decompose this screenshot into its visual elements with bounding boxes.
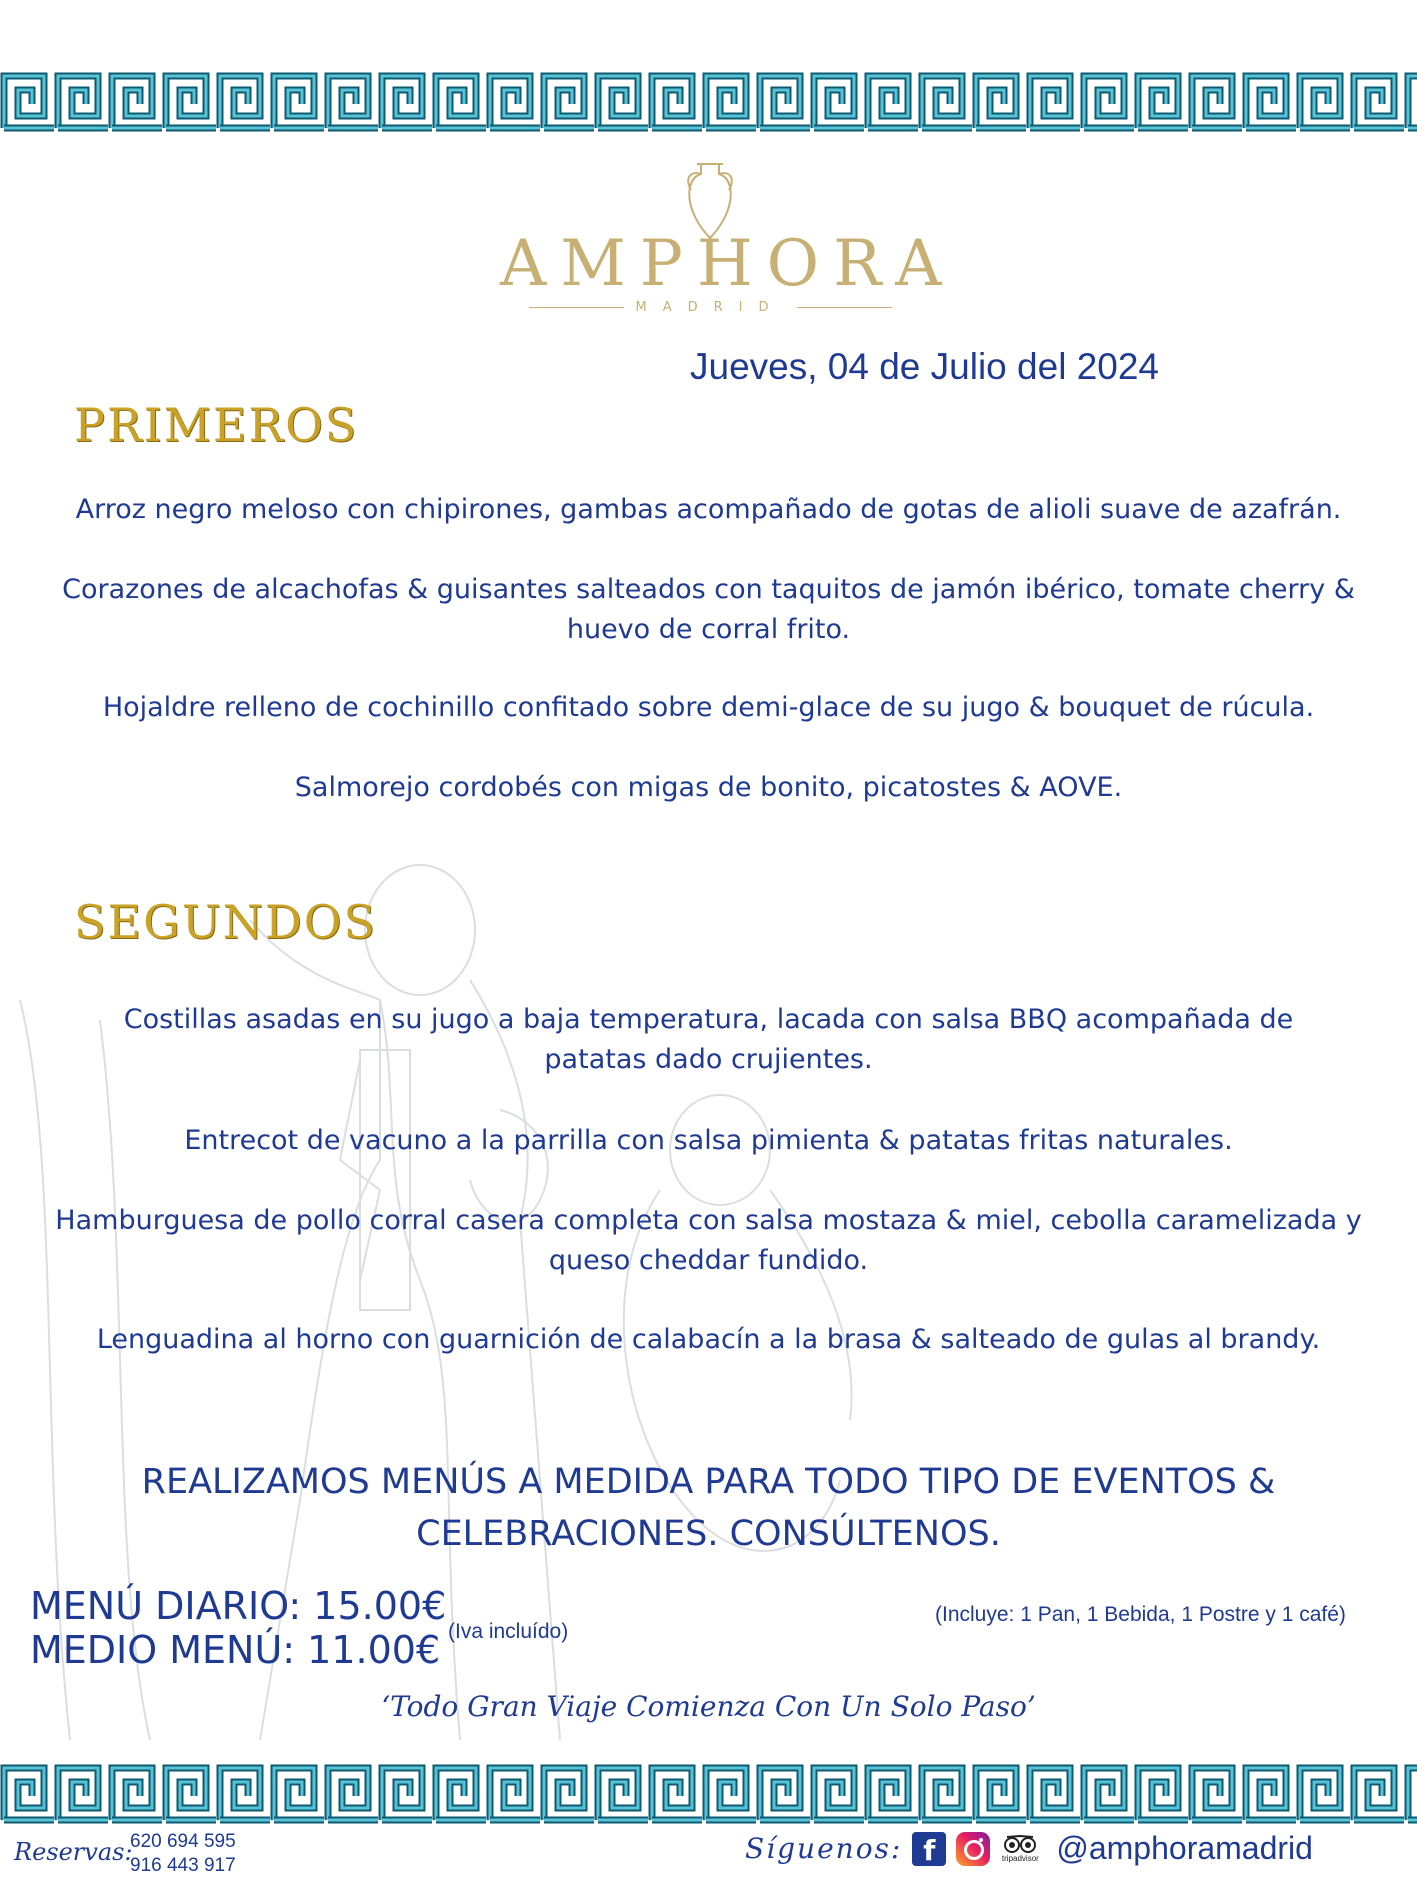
tripadvisor-label: tripadvisor: [1001, 1854, 1039, 1863]
phone-number-1[interactable]: 620 694 595: [130, 1831, 236, 1852]
social-links: [745, 1830, 1313, 1867]
menu-diario-price: MENÚ DIARIO: 15.00€: [30, 1584, 447, 1628]
tripadvisor-owl-icon: [1003, 1834, 1037, 1854]
dish-segundo-2: Entrecot de vacuno a la parrilla con salsa pimienta & patatas fritas naturales.: [184, 1125, 1233, 1156]
dish-primero-4: Salmorejo cordobés con migas de bonito, picatostes & AOVE.: [294, 772, 1123, 803]
dish-segundo-3: Hamburguesa de pollo corral casera completa con salsa mostaza & miel, cebolla caramelizada y queso cheddar fundido.: [55, 1205, 1362, 1276]
menu-date: Jueves, 04 de Julio del 2024: [690, 346, 1160, 387]
instagram-icon[interactable]: [956, 1832, 990, 1866]
dish-primero-2: Corazones de alcachofas & guisantes salteados con taquitos de jamón ibérico, tomate cherry & huevo de corral frito.: [62, 574, 1355, 645]
reservas-phones: [130, 1830, 236, 1878]
dish-primero-3: Hojaldre relleno de cochinillo confitado sobre demi-glace de su jugo & bouquet de rúcula.: [102, 692, 1315, 723]
section-title-segundos: SEGUNDOS: [74, 895, 377, 949]
social-handle[interactable]: @amphoramadrid: [1056, 1830, 1313, 1866]
brand-city: [500, 300, 920, 315]
dish-primero-1: Arroz negro meloso con chipirones, gambas acompañado de gotas de alioli suave de azafrán.: [75, 494, 1342, 525]
dish-segundo-1: Costillas asadas en su jugo a baja temperatura, lacada con salsa BBQ acompañada de patatas dado crujientes.: [123, 1004, 1294, 1075]
medio-menu-price: MEDIO MENÚ: 11.00€: [30, 1628, 441, 1672]
siguenos-label: Síguenos:: [745, 1832, 903, 1865]
brand-name: AMPHORA: [500, 227, 956, 301]
facebook-icon[interactable]: f: [912, 1832, 946, 1866]
greek-key-border-top: [0, 66, 1417, 136]
amphora-logo: [500, 160, 956, 340]
quote: ‘Todo Gran Viaje Comienza Con Un Solo Paso’: [381, 1690, 1036, 1723]
tripadvisor-link[interactable]: [1000, 1834, 1040, 1863]
reservas-label: Reservas:: [14, 1838, 133, 1866]
custom-menu-promo: REALIZAMOS MENÚS A MEDIDA PARA TODO TIPO DE EVENTOS & CELEBRACIONES. CONSÚLTENOS.: [141, 1462, 1276, 1554]
section-title-primeros: PRIMEROS: [74, 398, 359, 452]
phone-number-2[interactable]: 916 443 917: [130, 1855, 236, 1876]
brand-city-label: MADRID: [635, 300, 785, 315]
includes-note: (Incluye: 1 Pan, 1 Bebida, 1 Postre y 1 café): [935, 1603, 1346, 1626]
iva-note: (Iva incluído): [448, 1620, 569, 1643]
dish-segundo-4: Lenguadina al horno con guarnición de calabacín a la brasa & salteado de gulas al brandy.: [96, 1324, 1321, 1355]
greek-key-border-bottom: [0, 1758, 1417, 1828]
